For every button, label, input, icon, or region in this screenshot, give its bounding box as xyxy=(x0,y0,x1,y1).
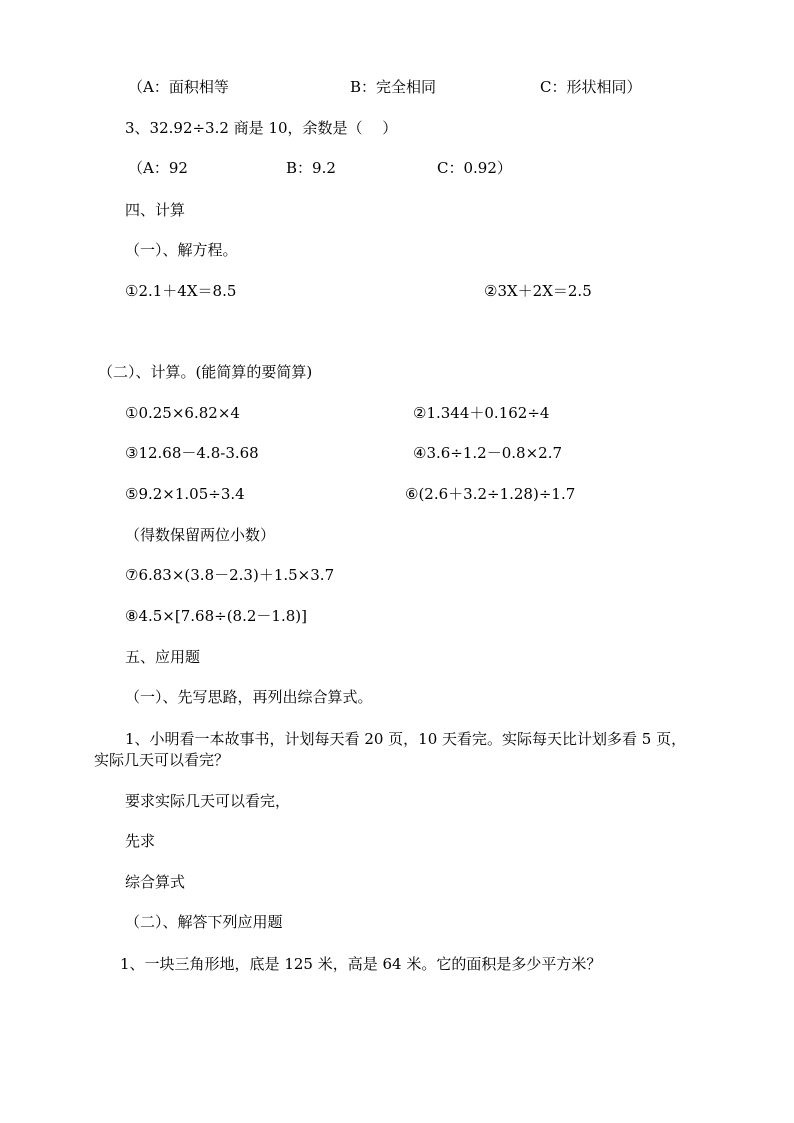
section-4-part-1-title: （一）、解方程。 xyxy=(125,241,238,259)
section-4-title: 四、计算 xyxy=(125,201,186,219)
calc-item-8: ⑧4.5×[7.68÷(8.2－1.8)] xyxy=(125,607,307,625)
word-problem-line-1: 1、小明看一本故事书，计划每天看 20 页，10 天看完。实际每天比计划多看 5 页， xyxy=(125,730,687,748)
equation-1: ①2.1＋4X＝8.5 xyxy=(125,282,237,300)
calc-item-4: ④3.6÷1.2－0.8×2.7 xyxy=(413,444,563,462)
word-problem-line-2: 实际几天可以看完？ xyxy=(94,751,230,769)
option-b: B：9.2 xyxy=(286,159,336,177)
section-5-part-2-title: （二）、解答下列应用题 xyxy=(125,913,283,931)
calc-item-1: ①0.25×6.82×4 xyxy=(125,404,240,422)
calc-item-3: ③12.68－4.8-3.68 xyxy=(125,444,259,462)
option-a: （A：面积相等 xyxy=(128,78,229,96)
option-c: C：0.92） xyxy=(437,159,512,177)
equation-2: ②3X＋2X＝2.5 xyxy=(484,282,592,300)
section-5-part-1-title: （一）、先写思路，再列出综合算式。 xyxy=(125,688,373,706)
section-4-part-2-title: （二）、计算。(能简算的要简算) xyxy=(98,363,313,381)
calc-item-5: ⑤9.2×1.05÷3.4 xyxy=(125,485,245,503)
option-c: C：形状相同） xyxy=(540,78,642,96)
calc-item-6: ⑥(2.6＋3.2÷1.28)÷1.7 xyxy=(405,485,576,503)
calc-item-2: ②1.344＋0.162÷4 xyxy=(413,404,550,422)
option-a: （A：92 xyxy=(128,159,188,177)
question-3: 3、32.92÷3.2 商是 10，余数是（ ） xyxy=(125,119,398,137)
option-b: B：完全相同 xyxy=(350,78,437,96)
calc-item-7: ⑦6.83×(3.8－2.3)＋1.5×3.7 xyxy=(125,566,335,584)
hint-2: 先求 xyxy=(125,832,156,850)
section-5-title: 五、应用题 xyxy=(125,648,201,666)
hint-1: 要求实际几天可以看完， xyxy=(125,792,291,810)
triangle-problem: 1、一块三角形地，底是 125 米，高是 64 米。它的面积是多少平方米？ xyxy=(120,955,602,973)
rounding-note: （得数保留两位小数） xyxy=(125,526,276,544)
hint-3: 综合算式 xyxy=(125,873,186,891)
